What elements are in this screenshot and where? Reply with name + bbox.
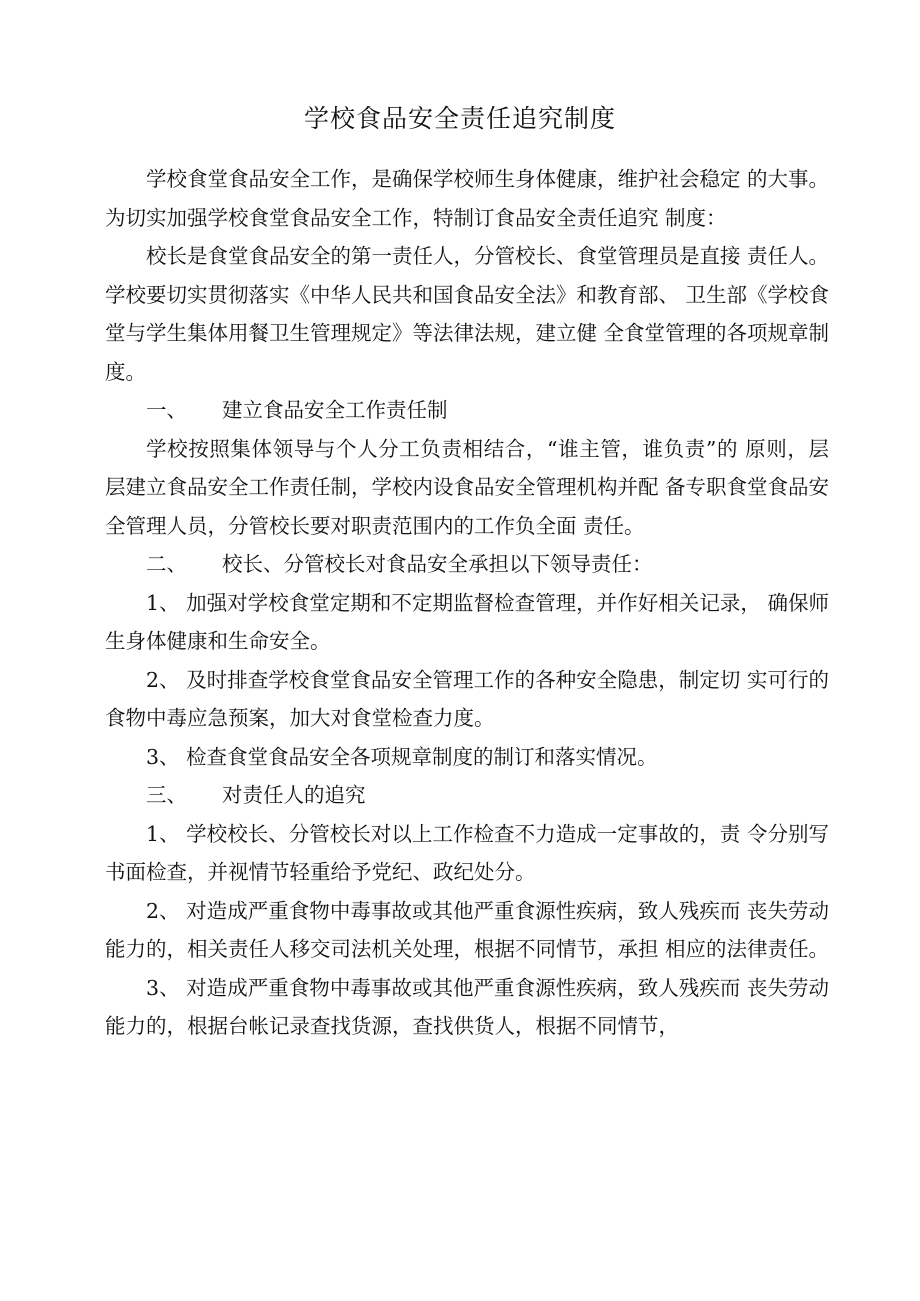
section-number-2: 二、 xyxy=(146,552,187,576)
document-body xyxy=(105,160,829,1046)
list-item: 1、 学校校长、分管校长对以上工作检查不力造成一定事故的，责 令分别写书面检查，并视情节轻重给予党纪、政纪处分。 xyxy=(105,821,829,884)
section-title-1: 建立食品安全工作责任制 xyxy=(222,398,448,422)
document-title: 学校食品安全责任追究制度 xyxy=(303,104,616,133)
section-1-paragraph: 学校按照集体领导与个人分工负责相结合，“谁主管，谁负责”的 原则，层层建立食品安全工作责任制，学校内设食品安全管理机构并配 备专职食堂食品安全管理人员，分管校长要对职责范围内的工作负全面 责任。 xyxy=(105,436,830,538)
section-number-3: 三、 xyxy=(146,783,187,807)
section-heading-3 xyxy=(105,776,829,815)
section-heading-2 xyxy=(105,545,829,584)
list-item: 2、 及时排查学校食堂食品安全管理工作的各种安全隐患，制定切 实可行的食物中毒应急预案，加大对食堂检查力度。 xyxy=(105,667,829,730)
intro-paragraph: 学校食堂食品安全工作，是确保学校师生身体健康，维护社会稳定 的大事。为切实加强学校食堂食品安全工作，特制订食品安全责任追究 制度： xyxy=(105,167,830,230)
section-number-1: 一、 xyxy=(146,398,187,422)
section-title-2: 校长、分管校长对食品安全承担以下领导责任： xyxy=(222,552,653,576)
list-item: 3、 对造成严重食物中毒事故或其他严重食源性疾病，致人残疾而 丧失劳动能力的，根据台帐记录查找货源，查找供货人，根据不同情节， xyxy=(105,975,829,1038)
list-item: 2、 对造成严重食物中毒事故或其他严重食源性疾病，致人残疾而 丧失劳动能力的，相关责任人移交司法机关处理，根据不同情节，承担 相应的法律责任。 xyxy=(105,898,830,961)
section-heading-1 xyxy=(105,391,829,430)
responsibility-paragraph: 校长是食堂食品安全的第一责任人，分管校长、食堂管理员是直接 责任人。学校要切实贯彻落实《中华人民共和国食品安全法》和教育部、 卫生部《学校食堂与学生集体用餐卫生管理规定》等法律法规，建立健 全食堂管理的各项规章制度。 xyxy=(105,244,830,384)
section-title-3: 对责任人的追究 xyxy=(222,783,366,807)
list-item: 3、 检查食堂食品安全各项规章制度的制订和落实情况。 xyxy=(146,744,658,769)
list-item: 1、 加强对学校食堂定期和不定期监督检查管理，并作好相关记录， 确保师生身体健康和生命安全。 xyxy=(105,590,829,653)
